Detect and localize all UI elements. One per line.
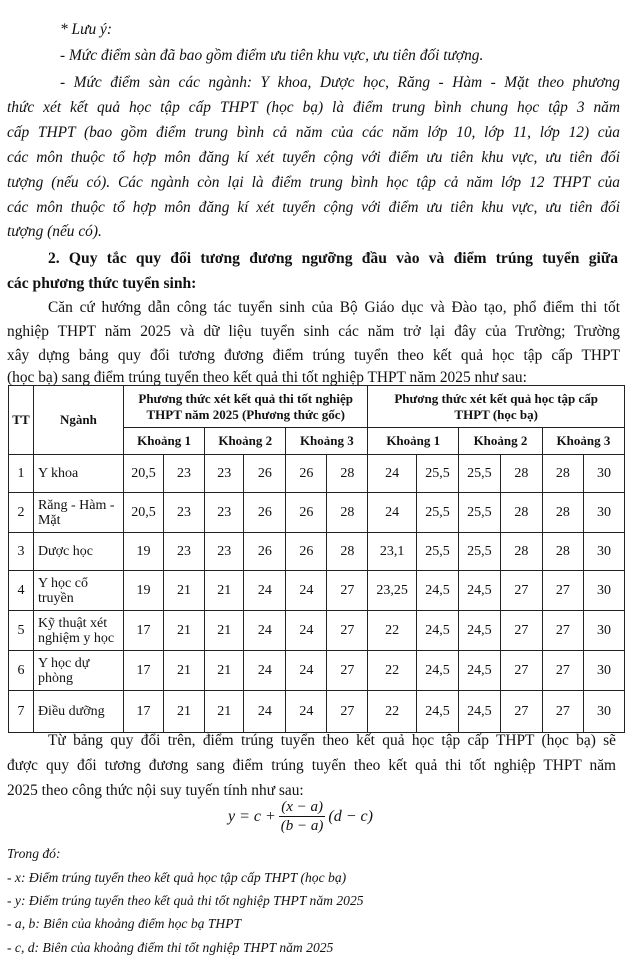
cell-tt: 6 <box>9 651 34 691</box>
cell-score: 28 <box>327 533 368 571</box>
cell-score: 28 <box>500 533 542 571</box>
interpolation-formula <box>228 798 373 835</box>
after-paragraph-line: 2025 theo công thức nội suy tuyến tính như sau: <box>7 782 304 799</box>
cell-score: 21 <box>163 691 204 733</box>
header-band: Khoảng 1 <box>124 428 205 455</box>
cell-score: 27 <box>542 691 583 733</box>
cell-score: 25,5 <box>459 493 501 533</box>
cell-score: 24 <box>368 455 416 493</box>
cell-score: 24,5 <box>416 611 458 651</box>
note-item-2-line: các môn thuộc tổ hợp môn đăng kí xét tuyển cộng với điểm ưu tiên khu vực, ưu tiên đối <box>7 149 620 166</box>
cell-score: 23 <box>163 455 204 493</box>
cell-score: 27 <box>500 611 542 651</box>
cell-score: 17 <box>124 651 164 691</box>
cell-score: 24,5 <box>459 651 501 691</box>
cell-score: 21 <box>163 611 204 651</box>
cell-score: 23 <box>205 455 244 493</box>
cell-tt: 3 <box>9 533 34 571</box>
table-body <box>9 455 625 733</box>
cell-score: 24 <box>286 611 327 651</box>
trong-do-label: Trong đó: <box>7 846 61 861</box>
conversion-table <box>8 385 625 733</box>
header-group-thpt-exam: Phương thức xét kết quả thi tốt nghiệp THPT năm 2025 (Phương thức gốc) <box>124 386 368 428</box>
cell-score: 24,5 <box>416 571 458 611</box>
table-row <box>9 571 625 611</box>
cell-score: 24 <box>286 691 327 733</box>
formula-rhs: (d − c) <box>328 807 373 825</box>
cell-score: 27 <box>500 571 542 611</box>
cell-score: 28 <box>542 533 583 571</box>
cell-score: 28 <box>327 455 368 493</box>
cell-score: 24 <box>286 651 327 691</box>
header-tt: TT <box>9 386 34 455</box>
cell-score: 24,5 <box>459 571 501 611</box>
section-paragraph-line: Căn cứ hướng dẫn công tác tuyển sinh của Bộ Giáo dục và Đào tạo, phổ điểm thi tốt <box>48 299 620 316</box>
section-title-line: các phương thức tuyển sinh: <box>7 275 197 292</box>
note-item-2-line: tượng (nếu có). Các ngành còn lại là điểm trung bình học tập cả năm lớp 12 THPT của <box>7 174 620 191</box>
cell-score: 28 <box>500 455 542 493</box>
cell-score: 30 <box>583 533 624 571</box>
cell-score: 22 <box>368 651 416 691</box>
note-item-2-line: các môn thuộc tổ hợp môn đăng kí xét tuyển cộng với điểm ưu tiên khu vực, ưu tiên đối <box>7 199 620 216</box>
cell-score: 23 <box>205 493 244 533</box>
section-title-line: 2. Quy tắc quy đổi tương đương ngưỡng đầu vào và điểm trúng tuyển giữa <box>48 250 618 267</box>
cell-score: 25,5 <box>416 493 458 533</box>
cell-score: 20,5 <box>124 455 164 493</box>
table-row <box>9 611 625 651</box>
header-band: Khoảng 3 <box>286 428 368 455</box>
cell-score: 24,5 <box>416 651 458 691</box>
header-band: Khoảng 2 <box>205 428 286 455</box>
cell-score: 30 <box>583 651 624 691</box>
cell-score: 21 <box>163 571 204 611</box>
cell-score: 24,5 <box>416 691 458 733</box>
cell-score: 26 <box>244 455 286 493</box>
definition-item: - a, b: Biên của khoảng điểm học bạ THPT <box>7 916 242 931</box>
cell-score: 25,5 <box>459 455 501 493</box>
cell-score: 21 <box>205 651 244 691</box>
formula-numerator: (x − a) <box>281 799 323 815</box>
cell-score: 23,25 <box>368 571 416 611</box>
formula-denominator: (b − a) <box>280 818 324 834</box>
cell-nganh: Y khoa <box>33 455 123 493</box>
cell-score: 24,5 <box>459 691 501 733</box>
cell-score: 24 <box>244 691 286 733</box>
header-group-hoc-ba: Phương thức xét kết quả học tập cấp THPT (học bạ) <box>368 386 625 428</box>
cell-nganh: Điều dưỡng <box>33 691 123 733</box>
table-row <box>9 691 625 733</box>
cell-score: 30 <box>583 493 624 533</box>
header-nganh: Ngành <box>33 386 123 455</box>
cell-score: 22 <box>368 691 416 733</box>
after-paragraph-line: Từ bảng quy đổi trên, điểm trúng tuyển theo kết quả học tập cấp THPT (học bạ) sẽ <box>48 732 616 749</box>
cell-score: 27 <box>327 611 368 651</box>
formula-fraction <box>279 798 326 835</box>
cell-nganh: Dược học <box>33 533 123 571</box>
cell-score: 27 <box>327 651 368 691</box>
note-item-2-line: - Mức điểm sàn các ngành: Y khoa, Dược học, Răng - Hàm - Mặt theo phương <box>60 74 620 91</box>
definition-item: - c, d: Biên của khoảng điểm thi tốt nghiệp THPT năm 2025 <box>7 940 334 955</box>
cell-nganh: Kỹ thuật xét nghiệm y học <box>33 611 123 651</box>
cell-score: 30 <box>583 571 624 611</box>
cell-score: 27 <box>500 691 542 733</box>
cell-score: 28 <box>542 493 583 533</box>
section-paragraph-line: (học bạ) sang điểm trúng tuyển theo kết quả thi tốt nghiệp THPT năm 2025 như sau: <box>7 369 527 386</box>
cell-tt: 4 <box>9 571 34 611</box>
cell-score: 24 <box>286 571 327 611</box>
cell-score: 30 <box>583 455 624 493</box>
cell-score: 27 <box>542 651 583 691</box>
section-paragraph-line: nghiệp THPT năm 2025 và dữ liệu tuyển sinh các năm trở lại đây của Trường; Trường <box>7 323 620 340</box>
table-row <box>9 651 625 691</box>
note-item-2-line: tượng (nếu có). <box>7 223 102 240</box>
note-heading: * Lưu ý: <box>60 21 112 38</box>
cell-nganh: Răng - Hàm - Mặt <box>33 493 123 533</box>
cell-score: 17 <box>124 691 164 733</box>
cell-score: 24 <box>244 611 286 651</box>
cell-score: 28 <box>500 493 542 533</box>
cell-score: 24 <box>368 493 416 533</box>
cell-score: 27 <box>542 571 583 611</box>
cell-score: 23 <box>163 493 204 533</box>
cell-score: 30 <box>583 611 624 651</box>
cell-score: 27 <box>327 691 368 733</box>
table-row <box>9 455 625 493</box>
table-row <box>9 533 625 571</box>
cell-score: 26 <box>286 493 327 533</box>
note-item-2-line: thức xét kết quả học tập cấp THPT (học bạ) là điểm trung bình chung học tập 3 năm <box>7 99 620 116</box>
formula-lhs: y = c + <box>228 807 276 825</box>
section-paragraph-line: xây dựng bảng quy đổi tương đương điểm trúng tuyển theo kết quả học tập cấp THPT <box>7 347 620 364</box>
cell-score: 21 <box>205 691 244 733</box>
cell-score: 21 <box>205 611 244 651</box>
definition-item: - y: Điểm trúng tuyển theo kết quả thi tốt nghiệp THPT năm 2025 <box>7 893 364 908</box>
cell-score: 19 <box>124 571 164 611</box>
cell-score: 24 <box>244 651 286 691</box>
cell-tt: 7 <box>9 691 34 733</box>
cell-score: 27 <box>500 651 542 691</box>
cell-nganh: Y học cổ truyền <box>33 571 123 611</box>
cell-score: 27 <box>327 571 368 611</box>
cell-tt: 1 <box>9 455 34 493</box>
note-item-2-line: cấp THPT (bao gồm điểm trung bình cả năm của các năm lớp 10, lớp 11, lớp 12) của <box>7 124 620 141</box>
cell-tt: 5 <box>9 611 34 651</box>
header-band: Khoảng 3 <box>542 428 624 455</box>
cell-score: 24,5 <box>459 611 501 651</box>
cell-score: 21 <box>205 571 244 611</box>
cell-score: 25,5 <box>416 455 458 493</box>
table-row <box>9 493 625 533</box>
cell-score: 28 <box>327 493 368 533</box>
cell-score: 25,5 <box>416 533 458 571</box>
cell-score: 23,1 <box>368 533 416 571</box>
cell-score: 26 <box>244 493 286 533</box>
cell-score: 30 <box>583 691 624 733</box>
cell-score: 19 <box>124 533 164 571</box>
note-item-1: - Mức điểm sàn đã bao gồm điểm ưu tiên khu vực, ưu tiên đối tượng. <box>60 47 484 64</box>
cell-score: 21 <box>163 651 204 691</box>
cell-nganh: Y học dự phòng <box>33 651 123 691</box>
after-paragraph-line: được quy đổi tương đương sang điểm trúng tuyển theo kết quả thi tốt nghiệp THPT năm <box>7 757 616 774</box>
cell-score: 27 <box>542 611 583 651</box>
cell-score: 22 <box>368 611 416 651</box>
header-band: Khoảng 2 <box>459 428 543 455</box>
cell-score: 23 <box>205 533 244 571</box>
header-band: Khoảng 1 <box>368 428 459 455</box>
cell-score: 26 <box>286 455 327 493</box>
cell-score: 24 <box>244 571 286 611</box>
definition-item: - x: Điểm trúng tuyển theo kết quả học tập cấp THPT (học bạ) <box>7 870 347 885</box>
cell-score: 25,5 <box>459 533 501 571</box>
cell-score: 20,5 <box>124 493 164 533</box>
cell-score: 23 <box>163 533 204 571</box>
cell-score: 26 <box>286 533 327 571</box>
cell-score: 26 <box>244 533 286 571</box>
cell-tt: 2 <box>9 493 34 533</box>
cell-score: 17 <box>124 611 164 651</box>
cell-score: 28 <box>542 455 583 493</box>
